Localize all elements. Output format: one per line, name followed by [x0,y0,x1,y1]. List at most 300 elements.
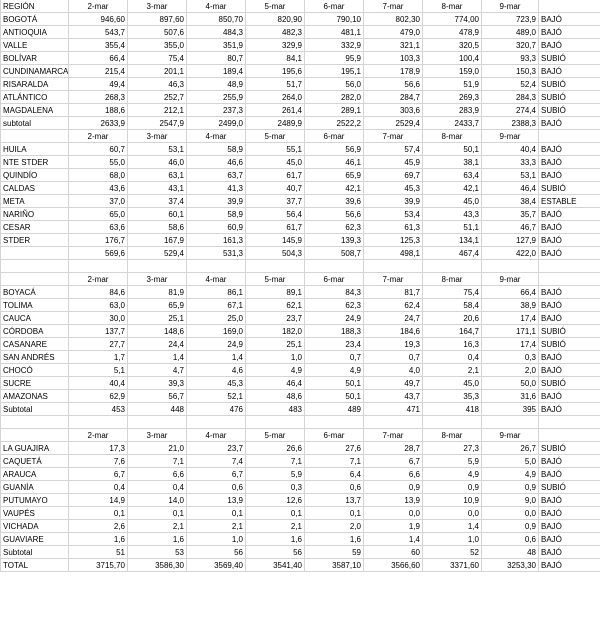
value-cell[interactable]: 167,9 [128,234,187,246]
value-cell[interactable]: 93,3 [482,52,539,64]
value-cell[interactable]: 23,7 [187,442,246,454]
value-cell[interactable]: 16,3 [423,338,482,350]
value-cell[interactable]: 6,7 [364,455,423,467]
status-cell[interactable]: BAJÓ [541,15,562,24]
value-cell[interactable]: 38,4 [482,195,539,207]
value-cell[interactable]: 1,0 [423,533,482,545]
value-cell[interactable]: 13,9 [364,494,423,506]
status-cell[interactable]: SUBIÓ [541,106,566,115]
value-cell[interactable]: 40,4 [482,143,539,155]
status-cell[interactable]: BAJÓ [541,236,562,245]
value-cell[interactable]: 55,1 [246,143,305,155]
value-cell[interactable]: 261,4 [246,104,305,116]
value-cell[interactable]: 51,7 [246,78,305,90]
status-cell[interactable]: BAJÓ [541,223,562,232]
value-cell[interactable]: 201,1 [128,65,187,77]
value-cell[interactable]: 145,9 [246,234,305,246]
value-cell[interactable]: 0,9 [482,481,539,493]
value-cell[interactable]: 3586,30 [128,559,187,571]
date-header-cell[interactable]: 2-mar [69,429,128,441]
value-cell[interactable]: 66,4 [482,286,539,298]
value-cell[interactable]: 42,1 [305,182,364,194]
value-cell[interactable]: 543,7 [69,26,128,38]
value-cell[interactable]: 1,9 [364,520,423,532]
value-cell[interactable]: 46,1 [305,156,364,168]
region-cell[interactable]: CHOCÓ [1,364,69,376]
value-cell[interactable]: 283,9 [423,104,482,116]
blank-cell[interactable] [128,260,187,272]
value-cell[interactable]: 5,1 [69,364,128,376]
blank-cell[interactable] [246,416,305,428]
value-cell[interactable]: 84,3 [305,286,364,298]
value-cell[interactable]: 45,3 [364,182,423,194]
value-cell[interactable]: 39,9 [187,195,246,207]
blank-cell[interactable] [482,416,539,428]
value-cell[interactable]: 27,7 [69,338,128,350]
value-cell[interactable]: 46,7 [482,221,539,233]
value-cell[interactable]: 321,1 [364,39,423,51]
blank-cell[interactable] [1,416,69,428]
value-cell[interactable]: 2433,7 [423,117,482,129]
value-cell[interactable]: 329,9 [246,39,305,51]
status-cell[interactable]: BAJÓ [541,457,562,466]
value-cell[interactable]: 55,0 [69,156,128,168]
value-cell[interactable]: 33,3 [482,156,539,168]
value-cell[interactable]: 37,0 [69,195,128,207]
value-cell[interactable]: 7,6 [69,455,128,467]
value-cell[interactable]: 3371,60 [423,559,482,571]
value-cell[interactable]: 35,7 [482,208,539,220]
date-header-cell[interactable]: 4-mar [187,0,246,12]
value-cell[interactable]: 43,6 [69,182,128,194]
value-cell[interactable]: 6,7 [69,468,128,480]
value-cell[interactable]: 0,3 [246,481,305,493]
value-cell[interactable]: 21,0 [128,442,187,454]
value-cell[interactable]: 60,1 [128,208,187,220]
region-cell[interactable]: SUCRE [1,377,69,389]
value-cell[interactable]: 195,1 [305,65,364,77]
value-cell[interactable]: 0,1 [69,507,128,519]
value-cell[interactable]: 176,7 [69,234,128,246]
region-cell[interactable]: SAN ANDRÉS [1,351,69,363]
value-cell[interactable]: 252,7 [128,91,187,103]
date-header-cell[interactable]: 6-mar [305,429,364,441]
value-cell[interactable]: 0,0 [364,507,423,519]
value-cell[interactable]: 4,6 [187,364,246,376]
value-cell[interactable]: 53,1 [482,169,539,181]
value-cell[interactable]: 507,6 [128,26,187,38]
value-cell[interactable]: 303,6 [364,104,423,116]
value-cell[interactable]: 237,3 [187,104,246,116]
value-cell[interactable]: 24,4 [128,338,187,350]
status-cell[interactable]: SUBIÓ [541,93,566,102]
date-header-cell[interactable]: 8-mar [423,429,482,441]
value-cell[interactable]: 0,9 [364,481,423,493]
value-cell[interactable]: 23,4 [305,338,364,350]
value-cell[interactable]: 6,4 [305,468,364,480]
value-cell[interactable]: 0,3 [482,351,539,363]
status-cell[interactable]: SUBIÓ [541,184,566,193]
status-cell[interactable]: SUBIÓ [541,340,566,349]
value-cell[interactable]: 56,6 [305,208,364,220]
status-cell[interactable]: BAJÓ [541,353,562,362]
value-cell[interactable]: 26,7 [482,442,539,454]
region-cell[interactable]: RISARALDA [1,78,69,90]
value-cell[interactable]: 4,9 [246,364,305,376]
value-cell[interactable]: 75,4 [423,286,482,298]
value-cell[interactable]: 529,4 [128,247,187,259]
value-cell[interactable]: 332,9 [305,39,364,51]
value-cell[interactable]: 60,9 [187,221,246,233]
blank-cell[interactable] [539,260,600,272]
region-cell[interactable]: Subtotal [1,546,69,558]
date-header-cell[interactable]: 3-mar [128,273,187,285]
value-cell[interactable]: 56,0 [305,78,364,90]
value-cell[interactable]: 7,4 [187,455,246,467]
date-header-cell[interactable]: 8-mar [423,273,482,285]
value-cell[interactable]: 2,1 [423,364,482,376]
region-cell[interactable]: AMAZONAS [1,390,69,402]
value-cell[interactable]: 10,9 [423,494,482,506]
region-cell[interactable] [1,247,69,259]
value-cell[interactable]: 0,7 [364,351,423,363]
value-cell[interactable]: 2388,3 [482,117,539,129]
value-cell[interactable]: 320,7 [482,39,539,51]
status-cell[interactable]: BAJÓ [541,158,562,167]
value-cell[interactable]: 57,4 [364,143,423,155]
value-cell[interactable]: 802,30 [364,13,423,25]
value-cell[interactable]: 49,7 [364,377,423,389]
region-cell[interactable]: META [1,195,69,207]
region-cell[interactable]: subtotal [1,117,69,129]
value-cell[interactable]: 86,1 [187,286,246,298]
value-cell[interactable]: 53 [128,546,187,558]
value-cell[interactable]: 1,0 [246,351,305,363]
value-cell[interactable]: 790,10 [305,13,364,25]
date-header-cell[interactable]: 7-mar [364,273,423,285]
value-cell[interactable]: 2,1 [128,520,187,532]
value-cell[interactable]: 0,0 [423,507,482,519]
value-cell[interactable]: 63,0 [69,299,128,311]
value-cell[interactable]: 195,6 [246,65,305,77]
value-cell[interactable]: 284,7 [364,91,423,103]
value-cell[interactable]: 274,4 [482,104,539,116]
value-cell[interactable]: 484,3 [187,26,246,38]
value-cell[interactable]: 1,4 [423,520,482,532]
value-cell[interactable]: 37,7 [246,195,305,207]
blank-cell[interactable] [187,260,246,272]
value-cell[interactable]: 255,9 [187,91,246,103]
region-cell[interactable]: ANTIOQUIA [1,26,69,38]
value-cell[interactable]: 5,9 [246,468,305,480]
region-cell[interactable]: GUANÍA [1,481,69,493]
status-cell[interactable]: BAJÓ [541,405,562,414]
value-cell[interactable]: 2499,0 [187,117,246,129]
value-cell[interactable]: 24,7 [364,312,423,324]
value-cell[interactable]: 150,3 [482,65,539,77]
date-header-cell[interactable]: 9-mar [482,0,539,12]
status-cell[interactable] [539,130,600,142]
region-cell[interactable]: CALDAS [1,182,69,194]
value-cell[interactable]: 48 [482,546,539,558]
value-cell[interactable]: 24,9 [305,312,364,324]
value-cell[interactable]: 3566,60 [364,559,423,571]
value-cell[interactable]: 3253,30 [482,559,539,571]
value-cell[interactable]: 49,4 [69,78,128,90]
region-cell[interactable] [1,273,69,285]
value-cell[interactable]: 63,1 [128,169,187,181]
value-cell[interactable]: 63,6 [69,221,128,233]
region-cell[interactable]: VICHADA [1,520,69,532]
blank-cell[interactable] [423,260,482,272]
region-cell[interactable]: BOYACÁ [1,286,69,298]
status-cell[interactable]: BAJÓ [541,41,562,50]
value-cell[interactable]: 6,6 [364,468,423,480]
value-cell[interactable]: 51 [69,546,128,558]
value-cell[interactable]: 946,60 [69,13,128,25]
value-cell[interactable]: 422,0 [482,247,539,259]
value-cell[interactable]: 51,1 [423,221,482,233]
status-cell[interactable]: SUBIÓ [541,54,566,63]
value-cell[interactable]: 103,3 [364,52,423,64]
status-cell[interactable]: BAJÓ [541,561,562,570]
value-cell[interactable]: 3587,10 [305,559,364,571]
value-cell[interactable]: 67,1 [187,299,246,311]
value-cell[interactable]: 58,4 [423,299,482,311]
value-cell[interactable]: 46,4 [482,182,539,194]
value-cell[interactable]: 137,7 [69,325,128,337]
blank-cell[interactable] [305,260,364,272]
value-cell[interactable]: 62,3 [305,299,364,311]
value-cell[interactable]: 2547,9 [128,117,187,129]
region-cell[interactable]: MAGDALENA [1,104,69,116]
value-cell[interactable]: 1,4 [128,351,187,363]
blank-cell[interactable] [69,260,128,272]
value-cell[interactable]: 1,4 [187,351,246,363]
region-cell[interactable]: PUTUMAYO [1,494,69,506]
value-cell[interactable]: 3541,40 [246,559,305,571]
value-cell[interactable]: 125,3 [364,234,423,246]
value-cell[interactable]: 4,7 [128,364,187,376]
value-cell[interactable]: 12,6 [246,494,305,506]
status-cell[interactable]: BAJÓ [541,548,562,557]
date-header-cell[interactable]: 6-mar [305,273,364,285]
value-cell[interactable]: 504,3 [246,247,305,259]
value-cell[interactable]: 0,4 [423,351,482,363]
value-cell[interactable]: 56,7 [128,390,187,402]
blank-cell[interactable] [364,416,423,428]
value-cell[interactable]: 23,7 [246,312,305,324]
value-cell[interactable]: 27,6 [305,442,364,454]
date-header-cell[interactable]: 8-mar [423,130,482,142]
value-cell[interactable]: 268,3 [69,91,128,103]
date-header-cell[interactable]: 5-mar [246,429,305,441]
value-cell[interactable]: 65,9 [128,299,187,311]
value-cell[interactable]: 27,3 [423,442,482,454]
region-cell[interactable]: Subtotal [1,403,69,415]
value-cell[interactable]: 188,3 [305,325,364,337]
value-cell[interactable]: 60,7 [69,143,128,155]
value-cell[interactable]: 58,9 [187,208,246,220]
value-cell[interactable]: 43,1 [128,182,187,194]
status-cell[interactable]: BAJÓ [541,301,562,310]
status-cell[interactable] [539,429,600,441]
value-cell[interactable]: 52,4 [482,78,539,90]
status-cell[interactable]: SUBIÓ [541,444,566,453]
value-cell[interactable]: 13,7 [305,494,364,506]
region-cell[interactable]: CAQUETÁ [1,455,69,467]
date-header-cell[interactable]: 2-mar [69,273,128,285]
region-cell[interactable]: GUAVIARE [1,533,69,545]
value-cell[interactable]: 62,3 [305,221,364,233]
status-cell[interactable] [539,0,600,12]
value-cell[interactable]: 42,1 [423,182,482,194]
date-header-cell[interactable]: 8-mar [423,0,482,12]
value-cell[interactable]: 489 [305,403,364,415]
date-header-cell[interactable]: 9-mar [482,429,539,441]
value-cell[interactable]: 46,0 [128,156,187,168]
value-cell[interactable]: 50,1 [305,390,364,402]
date-header-cell[interactable]: 7-mar [364,429,423,441]
value-cell[interactable]: 284,3 [482,91,539,103]
value-cell[interactable]: 41,3 [187,182,246,194]
status-cell[interactable]: BAJÓ [541,314,562,323]
value-cell[interactable]: 17,4 [482,312,539,324]
region-cell[interactable]: REGIÓN [1,0,69,12]
value-cell[interactable]: 1,0 [187,533,246,545]
value-cell[interactable]: 61,7 [246,169,305,181]
value-cell[interactable]: 95,9 [305,52,364,64]
value-cell[interactable]: 723,9 [482,13,539,25]
value-cell[interactable]: 3569,40 [187,559,246,571]
value-cell[interactable]: 80,7 [187,52,246,64]
value-cell[interactable]: 52,1 [187,390,246,402]
value-cell[interactable]: 84,6 [69,286,128,298]
value-cell[interactable]: 320,5 [423,39,482,51]
region-cell[interactable]: CUNDINAMARCA [3,67,69,76]
value-cell[interactable]: 46,6 [187,156,246,168]
value-cell[interactable]: 17,4 [482,338,539,350]
date-header-cell[interactable]: 7-mar [364,0,423,12]
date-header-cell[interactable]: 4-mar [187,273,246,285]
region-cell[interactable]: CÓRDOBA [1,325,69,337]
value-cell[interactable]: 1,6 [128,533,187,545]
value-cell[interactable]: 56 [187,546,246,558]
value-cell[interactable]: 0,0 [482,507,539,519]
value-cell[interactable]: 351,9 [187,39,246,51]
status-cell[interactable]: SUBIÓ [541,80,566,89]
status-cell[interactable]: BAJÓ [541,210,562,219]
value-cell[interactable]: 75,4 [128,52,187,64]
region-cell[interactable]: VALLE [1,39,69,51]
value-cell[interactable]: 264,0 [246,91,305,103]
status-cell[interactable]: BAJÓ [541,470,562,479]
blank-cell[interactable] [423,416,482,428]
date-header-cell[interactable]: 3-mar [128,429,187,441]
value-cell[interactable]: 100,4 [423,52,482,64]
value-cell[interactable]: 448 [128,403,187,415]
value-cell[interactable]: 134,1 [423,234,482,246]
value-cell[interactable]: 4,0 [364,364,423,376]
value-cell[interactable]: 471 [364,403,423,415]
value-cell[interactable]: 39,9 [364,195,423,207]
date-header-cell[interactable]: 5-mar [246,0,305,12]
value-cell[interactable]: 2,1 [187,520,246,532]
date-header-cell[interactable]: 6-mar [305,130,364,142]
value-cell[interactable]: 30,0 [69,312,128,324]
date-header-cell[interactable]: 4-mar [187,130,246,142]
value-cell[interactable]: 81,7 [364,286,423,298]
value-cell[interactable]: 482,3 [246,26,305,38]
region-cell[interactable]: NARIÑO [1,208,69,220]
region-cell[interactable]: NTE STDER [1,156,69,168]
value-cell[interactable]: 45,9 [364,156,423,168]
value-cell[interactable]: 53,1 [128,143,187,155]
value-cell[interactable]: 467,4 [423,247,482,259]
value-cell[interactable]: 48,6 [246,390,305,402]
value-cell[interactable]: 56,6 [364,78,423,90]
value-cell[interactable]: 0,4 [128,481,187,493]
value-cell[interactable]: 569,6 [69,247,128,259]
value-cell[interactable]: 35,3 [423,390,482,402]
region-cell[interactable] [1,429,69,441]
value-cell[interactable]: 58,9 [187,143,246,155]
value-cell[interactable]: 0,1 [305,507,364,519]
value-cell[interactable]: 61,7 [246,221,305,233]
value-cell[interactable]: 2529,4 [364,117,423,129]
value-cell[interactable]: 0,6 [305,481,364,493]
blank-cell[interactable] [539,416,600,428]
value-cell[interactable]: 19,3 [364,338,423,350]
value-cell[interactable]: 17,3 [69,442,128,454]
value-cell[interactable]: 2,1 [246,520,305,532]
value-cell[interactable]: 7,1 [305,455,364,467]
status-cell[interactable]: BAJÓ [541,392,562,401]
value-cell[interactable]: 45,0 [423,377,482,389]
value-cell[interactable]: 481,1 [305,26,364,38]
region-cell[interactable]: CASANARE [1,338,69,350]
value-cell[interactable]: 355,0 [128,39,187,51]
status-cell[interactable] [539,273,600,285]
value-cell[interactable]: 1,7 [69,351,128,363]
value-cell[interactable]: 498,1 [364,247,423,259]
value-cell[interactable]: 289,1 [305,104,364,116]
region-cell[interactable]: TOLIMA [1,299,69,311]
status-cell[interactable]: BAJÓ [541,522,562,531]
value-cell[interactable]: 25,1 [246,338,305,350]
region-cell[interactable]: ARAUCA [1,468,69,480]
value-cell[interactable]: 53,4 [364,208,423,220]
date-header-cell[interactable]: 5-mar [246,273,305,285]
value-cell[interactable]: 188,6 [69,104,128,116]
value-cell[interactable]: 7,1 [246,455,305,467]
value-cell[interactable]: 1,6 [69,533,128,545]
value-cell[interactable]: 38,1 [423,156,482,168]
value-cell[interactable]: 43,3 [423,208,482,220]
value-cell[interactable]: 820,90 [246,13,305,25]
value-cell[interactable]: 81,9 [128,286,187,298]
status-cell[interactable]: BAJÓ [541,496,562,505]
status-cell[interactable]: SUBIÓ [541,327,566,336]
value-cell[interactable]: 0,9 [482,520,539,532]
status-cell[interactable]: BAJÓ [541,28,562,37]
value-cell[interactable]: 182,0 [246,325,305,337]
value-cell[interactable]: 2,6 [69,520,128,532]
date-header-cell[interactable]: 7-mar [364,130,423,142]
value-cell[interactable]: 508,7 [305,247,364,259]
value-cell[interactable]: 489,0 [482,26,539,38]
value-cell[interactable]: 897,60 [128,13,187,25]
